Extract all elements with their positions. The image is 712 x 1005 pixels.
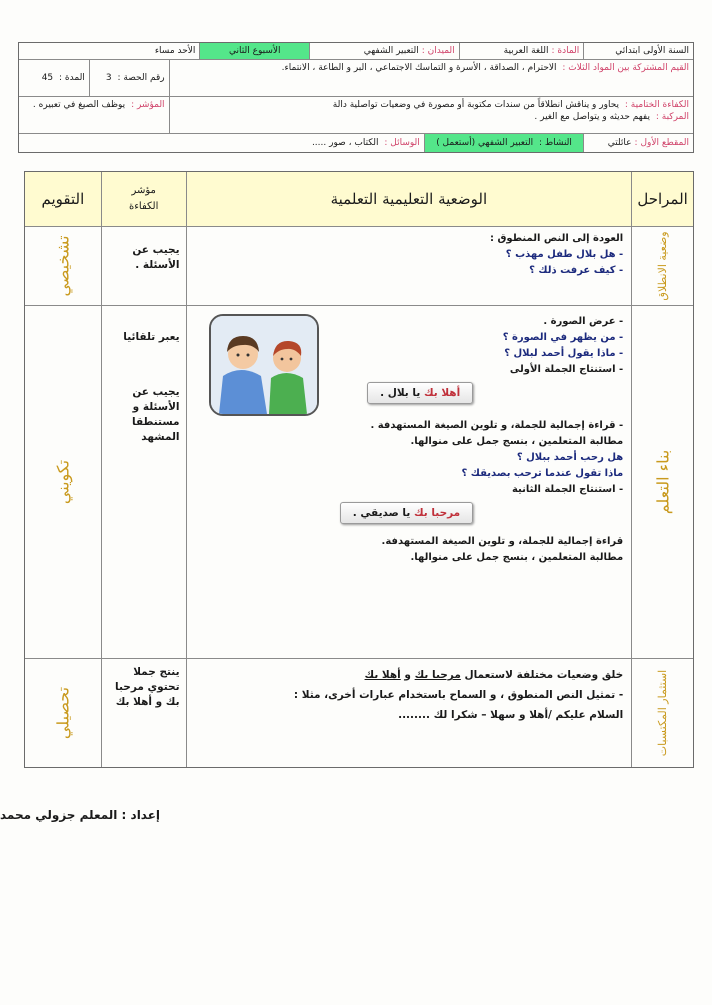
week-cell: الأسبوع الثاني	[199, 43, 309, 59]
phase-cell: وضعية الانطلاق	[631, 227, 693, 305]
table-row-build	[25, 306, 693, 660]
invest-line-1: خلق وضعيات مختلفة لاستعمال مرحبا بك و أهلا بك	[364, 669, 624, 682]
phases-header: المراحل	[631, 172, 693, 226]
evaluation-header: التقويم	[41, 189, 85, 208]
evaluation-cell: تكويني	[53, 459, 73, 505]
activity-cell: النشاط : التعبير الشفهي (أستعمل )	[424, 134, 584, 152]
table-row-launch	[25, 227, 693, 306]
header-row-1	[19, 43, 693, 60]
two-boys-image	[209, 314, 319, 416]
situation-header: الوضعية التعليمية التعلمية	[186, 172, 632, 226]
level-cell: السنة الأولى ابتدائي	[583, 43, 693, 59]
target-phrase-2: مرحبا بك يا صديقي .	[340, 502, 473, 524]
indicator-cell: ينتج جملا تحتوي مرحبا بك و أهلا بك	[101, 659, 186, 767]
boys-illustration	[211, 316, 317, 414]
means-cell: الوسائل : الكتاب ، صور .....	[311, 138, 420, 148]
header-row-4	[19, 134, 693, 152]
field-cell: الميدان : التعبير الشفهي	[309, 43, 459, 59]
lesson-header-table	[18, 42, 694, 153]
situation-cell: - عرض الصورة . - من يظهر في الصورة ؟ - ماذا يقول أحمد لبلال ؟ - استنتاج الجملة الأولى أهلا بك يا بلال . - قراءة إجمالية للجملة، و تلوين الصيغة المستهدفة . مطالبة المتعلمين ، بنسج جمل على منوالها. هل رحب أحمد ببلال ؟ ماذا تقول عندما ترحب بصديقك ؟ - استنتاج الجملة الثانية مرحبا بك يا صديقي . قراءة إجمالية للجملة، و تلوين الصيغة المستهدفة. مطالبة المتعلمين ، بنسج جمل على منوالها.	[186, 306, 632, 659]
phase-cell: استثمار المكتسبات	[631, 659, 693, 767]
duration-cell: المدة : 45	[41, 73, 85, 83]
phrase-line-2	[195, 498, 624, 528]
phase-cell: بناء التعلم	[631, 306, 693, 659]
header-row-2	[19, 60, 693, 97]
table-header-row	[25, 172, 693, 227]
segment-cell: المقطع الأول : عائلتي	[583, 134, 693, 152]
values-cell: القيم المشتركة بين المواد الثلاث : الاحترام ، الصداقة ، الأسرة و التماسك الاجتماعي ، البر و الطاعة ، الانتماء.	[169, 60, 693, 96]
day-cell: الأحد مساء	[154, 46, 196, 56]
target-phrase-1: أهلا بك يا بلال .	[367, 382, 473, 404]
lesson-plan-table	[24, 171, 694, 768]
situation-cell: العودة إلى النص المنطوق : - هل بلال طفل مهذب ؟ - كيف عرفت ذلك ؟	[186, 227, 632, 305]
subject-cell: المادة : اللغة العربية	[459, 43, 584, 59]
competence-cell: الكفاءة الختامية : يحاور و يناقش انطلاقاً من سندات مكتوبة أو مصورة في وضعيات تواصلية دالة المركبة : يفهم حديثه و يتواصل مع الغير .	[169, 97, 693, 133]
situation-cell: خلق وضعيات مختلفة لاستعمال مرحبا بك و أهلا بك - تمثيل النص المنطوق ، و السماح باستخدام عبارات أخرى، مثلا : السلام عليكم /أهلا و سهلا – شكرا لك ........	[186, 659, 632, 767]
evaluation-cell: تحصيلي	[53, 687, 73, 740]
indicator-cell: المؤشر : يوظف الصيغ في تعبيره .	[32, 100, 165, 110]
evaluation-cell: تشخيصي	[53, 235, 73, 297]
indicator-header: مؤشر الكفاءة	[101, 172, 186, 226]
prepared-by: إعداد : المعلم جزولي محمد	[0, 808, 161, 822]
session-cell: رقم الحصة : 3	[89, 60, 169, 96]
indicator-cell: يعبر تلقائيا يجيب عن الأسئلة و مستنطقا المشهد	[101, 306, 186, 659]
header-row-3	[19, 97, 693, 134]
table-row-invest	[25, 659, 693, 767]
indicator-cell: يجيب عن الأسئلة .	[101, 227, 186, 305]
